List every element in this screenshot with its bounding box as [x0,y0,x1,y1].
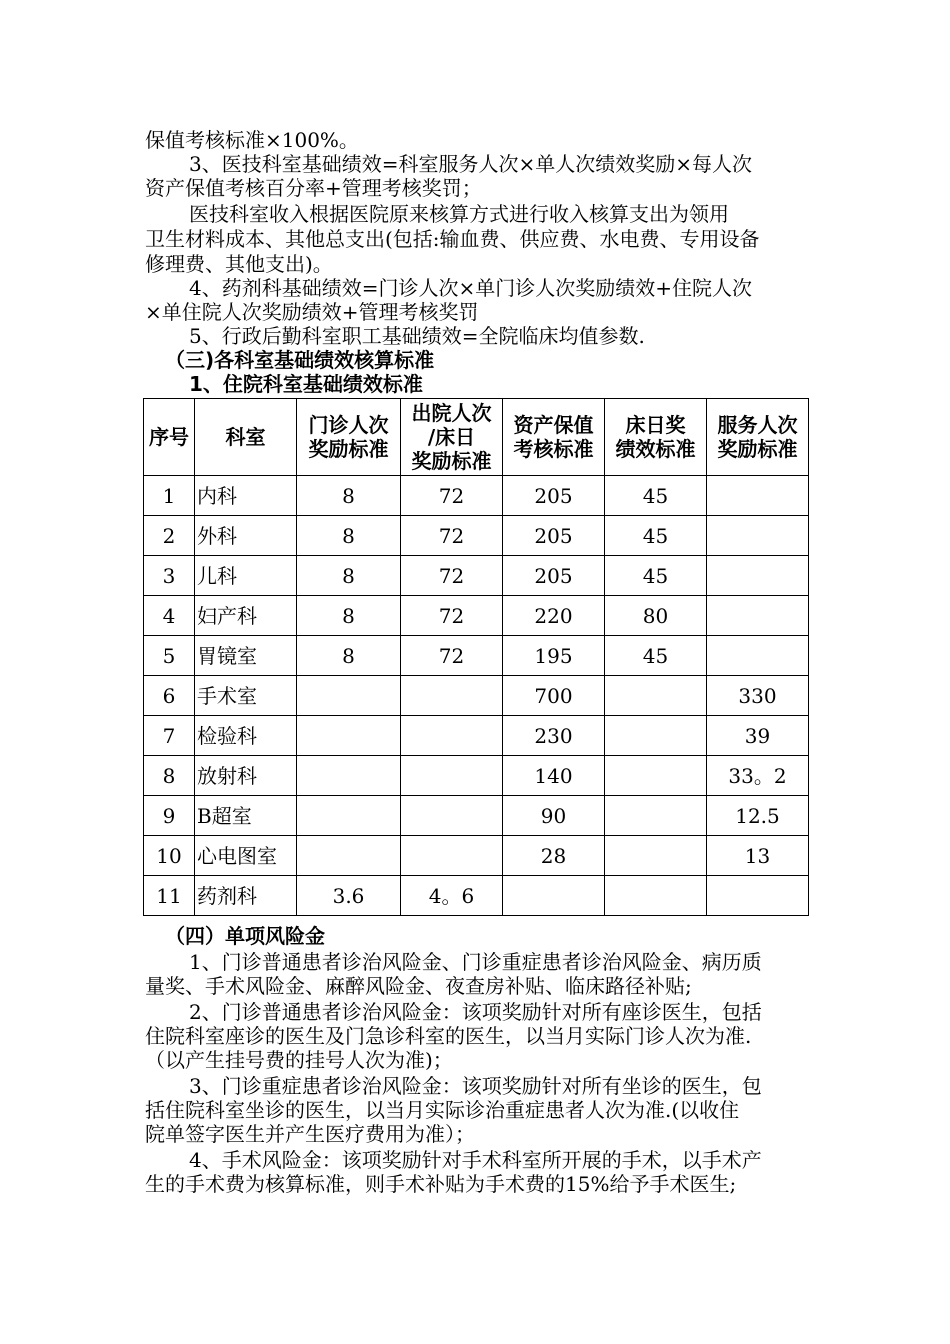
column-header [707,399,809,476]
table-cell: B超室 [195,796,297,836]
table-cell: 11 [144,876,195,916]
section-heading: （三)各科室基础绩效核算标准 [165,348,435,372]
table-cell [297,716,401,756]
table-cell [297,676,401,716]
paragraph-line: 3、门诊重症患者诊治风险金：该项奖励针对所有坐诊的医生，包 [189,1074,762,1098]
table-cell [401,676,503,716]
table-cell: 220 [503,596,605,636]
table-row [144,716,809,756]
performance-standard-table [143,398,809,916]
paragraph-line: 住院科室座诊的医生及门急诊科室的医生，以当月实际门诊人次为准. [145,1024,752,1048]
table-cell: 放射科 [195,756,297,796]
table-cell: 72 [401,516,503,556]
table-cell: 手术室 [195,676,297,716]
table-cell [605,716,707,756]
table-cell: 5 [144,636,195,676]
column-header-line: 科室 [225,425,266,449]
table-cell: 205 [503,476,605,516]
column-header [297,399,401,476]
table-cell: 205 [503,556,605,596]
table-cell: 80 [605,596,707,636]
table-cell: 2 [144,516,195,556]
paragraph-line: 保值考核标准×100%。 [145,128,359,152]
table-cell: 72 [401,556,503,596]
table-cell [605,876,707,916]
paragraph-line: 1、门诊普通患者诊治风险金、门诊重症患者诊治风险金、病历质 [189,950,762,974]
table-cell: 700 [503,676,605,716]
table-cell: 妇产科 [195,596,297,636]
paragraph-line: 医技科室收入根据医院原来核算方式进行收入核算支出为领用 [189,202,729,226]
table-cell [707,596,809,636]
table-row [144,836,809,876]
table-cell [401,836,503,876]
table-cell: 140 [503,756,605,796]
table-cell: 72 [401,636,503,676]
table-cell: 儿科 [195,556,297,596]
table-cell [707,636,809,676]
paragraph-line: 5、行政后勤科室职工基础绩效=全院临床均值参数. [189,324,645,348]
table-cell: 8 [297,636,401,676]
paragraph-line: 2、门诊普通患者诊治风险金：该项奖励针对所有座诊医生，包括 [189,1000,762,1024]
table-cell: 33。2 [707,756,809,796]
table-row [144,756,809,796]
column-header [195,399,297,476]
table-row [144,636,809,676]
table-row [144,876,809,916]
table-cell: 6 [144,676,195,716]
table-cell [605,756,707,796]
table-cell: 8 [297,516,401,556]
column-header [605,399,707,476]
table-cell: 205 [503,516,605,556]
column-header-line: 奖励标准 [717,437,798,461]
table-cell [605,676,707,716]
column-header-line: 床日奖 [625,413,686,437]
table-cell: 28 [503,836,605,876]
paragraph-line: 量奖、手术风险金、麻醉风险金、夜查房补贴、临床路径补贴; [145,974,692,998]
column-header [144,399,195,476]
column-header-line: 奖励标准 [411,449,492,473]
column-header-line: /床日 [427,425,476,449]
column-header-line: 序号 [149,425,189,449]
paragraph-line: 括住院科室坐诊的医生，以当月实际诊治重症患者人次为准.(以收住 [145,1098,740,1122]
table-cell: 72 [401,596,503,636]
table-cell: 8 [297,476,401,516]
column-header-line: 考核标准 [513,437,594,461]
table-cell: 8 [144,756,195,796]
table-row [144,476,809,516]
table-cell: 1 [144,476,195,516]
table-cell [605,836,707,876]
table-cell [297,756,401,796]
table-cell: 8 [297,556,401,596]
paragraph-line: （以产生挂号费的挂号人次为准)； [145,1048,453,1072]
paragraph-line: 4、手术风险金：该项奖励针对手术科室所开展的手术，以手术产 [189,1148,762,1172]
table-cell [297,796,401,836]
table-cell [707,516,809,556]
column-header-line: 绩效标准 [615,437,696,461]
table-cell: 9 [144,796,195,836]
table-cell [401,756,503,796]
table-header-row [144,399,809,476]
table-cell: 7 [144,716,195,756]
paragraph-line: 资产保值考核百分率+管理考核奖罚； [145,176,482,200]
table-cell: 39 [707,716,809,756]
table-cell: 8 [297,596,401,636]
table-cell: 外科 [195,516,297,556]
paragraph-line: 院单签字医生并产生医疗费用为准）； [145,1122,475,1146]
table-cell: 230 [503,716,605,756]
column-header-line: 奖励标准 [308,437,389,461]
table-cell: 45 [605,636,707,676]
table-cell: 胃镜室 [195,636,297,676]
column-header-line: 出院人次 [411,401,492,425]
table-cell [297,836,401,876]
table-row [144,516,809,556]
table-cell: 检验科 [195,716,297,756]
table-cell: 45 [605,476,707,516]
table-cell: 330 [707,676,809,716]
table-cell: 3.6 [297,876,401,916]
paragraph-line: 修理费、其他支出)。 [145,252,333,276]
table-cell [707,556,809,596]
table-row [144,596,809,636]
table-cell: 10 [144,836,195,876]
table-cell: 12.5 [707,796,809,836]
table-cell [707,476,809,516]
column-header-line: 服务人次 [717,413,798,437]
table-cell: 13 [707,836,809,876]
table-row [144,676,809,716]
section-heading: （四）单项风险金 [165,924,325,948]
paragraph-line: 卫生材料成本、其他总支出(包括:输血费、供应费、水电费、专用设备 [145,227,760,251]
table-row [144,796,809,836]
paragraph-line: 生的手术费为核算标准，则手术补贴为手术费的15%给予手术医生; [145,1172,737,1196]
table-cell: 内科 [195,476,297,516]
column-header-line: 门诊人次 [308,413,389,437]
table-cell: 3 [144,556,195,596]
table-cell: 45 [605,556,707,596]
table-cell [707,876,809,916]
table-cell [401,796,503,836]
table-cell [605,796,707,836]
table-cell: 4 [144,596,195,636]
table-cell: 90 [503,796,605,836]
table-cell: 药剂科 [195,876,297,916]
table-cell: 72 [401,476,503,516]
column-header [503,399,605,476]
table-cell [503,876,605,916]
table-cell: 195 [503,636,605,676]
paragraph-line: 4、药剂科基础绩效=门诊人次×单门诊人次奖励绩效+住院人次 [189,276,752,300]
column-header-line: 资产保值 [513,413,594,437]
table-cell: 心电图室 [195,836,297,876]
table-cell: 45 [605,516,707,556]
paragraph-line: ×单住院人次奖励绩效+管理考核奖罚 [145,300,479,324]
column-header [401,399,503,476]
table-row [144,556,809,596]
subsection-heading: 1、住院科室基础绩效标准 [189,372,423,396]
paragraph-line: 3、医技科室基础绩效=科室服务人次×单人次绩效奖励×每人次 [189,152,752,176]
table-cell [401,716,503,756]
table-body [144,476,809,916]
table-cell: 4。6 [401,876,503,916]
